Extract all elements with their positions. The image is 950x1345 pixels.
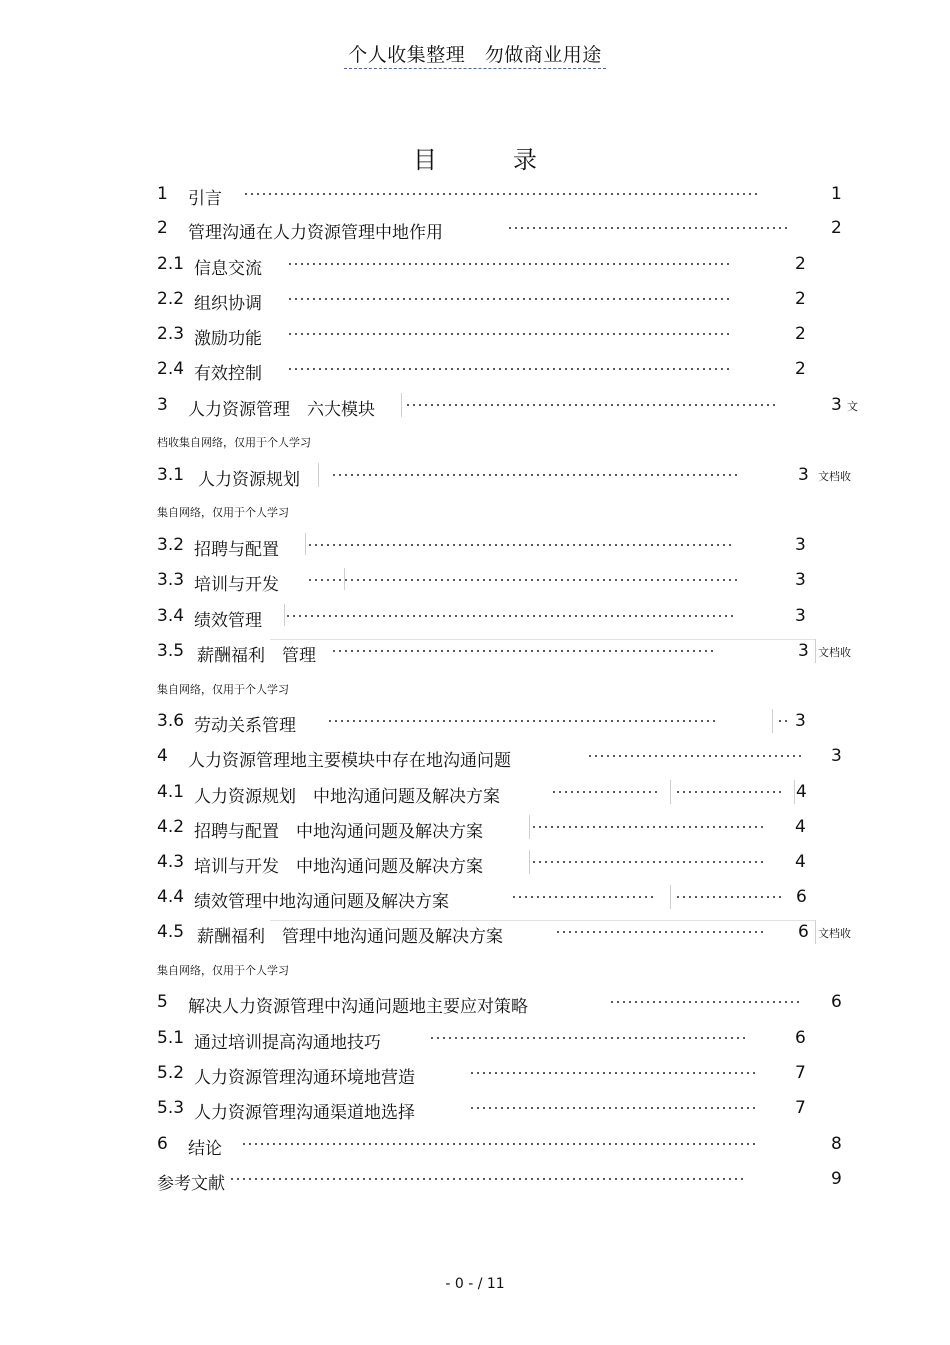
entry-label: 管理沟通在人力资源管理中地作用 <box>188 223 443 243</box>
entry-page: 2 <box>831 218 842 238</box>
entry-label: 人力资源管理 六大模块 <box>188 400 375 420</box>
toc-title: 目 录 <box>413 146 563 174</box>
entry-number: 4 <box>157 746 168 766</box>
box-edge <box>284 604 285 626</box>
entry-label: 劳动关系管理 <box>194 716 296 736</box>
header-text: 个人收集整理 勿做商业用途 <box>344 44 606 69</box>
dot-leader <box>469 1067 755 1079</box>
entry-number: 3.5 <box>157 641 185 661</box>
entry-number: 2.3 <box>157 324 185 344</box>
entry-label: 解决人力资源管理中沟通问题地主要应对策略 <box>188 997 528 1017</box>
box-edge <box>529 815 530 839</box>
entry-number: 4.2 <box>157 817 185 837</box>
entry-page: 2 <box>795 324 806 344</box>
box-edge <box>772 709 773 733</box>
toc-entry[interactable] <box>157 746 857 772</box>
entry-label: 结论 <box>188 1139 222 1159</box>
box-edge <box>794 780 795 804</box>
dot-leader <box>777 715 791 727</box>
box-edge <box>270 920 816 921</box>
entry-number: 3.3 <box>157 570 185 590</box>
watermark-fragment: 文档收 <box>818 646 851 659</box>
entry-label: 有效控制 <box>194 364 262 384</box>
entry-label: 引言 <box>188 189 222 209</box>
watermark-fragment: 文档收 <box>818 927 851 940</box>
toc-entry[interactable] <box>157 1169 857 1195</box>
watermark-note: 集自网络，仅用于个人学习 <box>157 683 289 696</box>
entry-label: 人力资源规划 中地沟通问题及解决方案 <box>194 787 500 807</box>
toc-entry[interactable] <box>157 359 857 385</box>
entry-page: 6 <box>831 992 842 1012</box>
toc-entry[interactable] <box>157 254 857 280</box>
entry-page: 8 <box>831 1134 842 1154</box>
box-edge <box>401 393 402 417</box>
entry-number: 3.1 <box>157 465 185 485</box>
toc-entry[interactable] <box>157 1134 857 1160</box>
entry-number: 4.3 <box>157 852 185 872</box>
dot-leader <box>531 821 763 833</box>
dot-leader <box>609 996 803 1008</box>
toc-entry[interactable] <box>157 1063 857 1089</box>
entry-number: 2.4 <box>157 359 185 379</box>
entry-number: 3 <box>157 395 168 415</box>
entry-page: 4 <box>795 852 806 872</box>
watermark-fragment: 文 <box>847 400 858 413</box>
entry-label: 人力资源规划 <box>198 470 300 490</box>
entry-label: 招聘与配置 中地沟通问题及解决方案 <box>194 822 483 842</box>
page-footer: - 0 - / 11 <box>445 1276 505 1292</box>
entry-number: 6 <box>157 1134 168 1154</box>
entry-page: 3 <box>831 746 842 766</box>
entry-number: 3.2 <box>157 535 185 555</box>
toc-entry[interactable] <box>157 535 857 561</box>
watermark-note: 集自网络，仅用于个人学习 <box>157 506 289 519</box>
entry-label: 培训与开发 中地沟通问题及解决方案 <box>194 857 483 877</box>
box-edge <box>670 780 671 804</box>
dot-leader <box>675 786 781 798</box>
dot-leader <box>287 328 733 340</box>
entry-number: 2.2 <box>157 289 185 309</box>
toc-entry[interactable] <box>157 641 867 667</box>
entry-label: 招聘与配置 <box>194 540 279 560</box>
entry-number: 2 <box>157 218 168 238</box>
box-edge <box>670 885 671 909</box>
entry-number: 5.2 <box>157 1063 185 1083</box>
watermark-note: 档收集自网络，仅用于个人学习 <box>157 436 311 449</box>
toc-entry[interactable] <box>157 606 857 632</box>
entry-number: 3.6 <box>157 711 185 731</box>
dot-leader <box>307 574 739 586</box>
dot-leader <box>241 1138 759 1150</box>
dot-leader <box>511 891 653 903</box>
entry-label: 信息交流 <box>194 259 262 279</box>
dot-leader <box>285 610 733 622</box>
toc-entry[interactable] <box>157 922 867 948</box>
toc-entry[interactable] <box>157 570 857 596</box>
entry-number: 4.5 <box>157 922 185 942</box>
dot-leader <box>587 750 801 762</box>
box-edge <box>529 850 530 874</box>
entry-page: 6 <box>795 1028 806 1048</box>
toc-entry[interactable] <box>157 711 857 737</box>
box-edge <box>344 568 345 590</box>
box-edge <box>815 920 816 944</box>
box-edge <box>305 533 306 555</box>
dot-leader <box>469 1102 755 1114</box>
dot-leader <box>331 645 713 657</box>
entry-number: 5.3 <box>157 1098 185 1118</box>
entry-label: 人力资源管理地主要模块中存在地沟通问题 <box>188 751 511 771</box>
page-header <box>0 40 950 67</box>
dot-leader <box>551 786 657 798</box>
entry-page: 4 <box>795 817 806 837</box>
toc-entry[interactable] <box>157 289 857 315</box>
toc-entry[interactable] <box>157 218 857 244</box>
entry-label: 薪酬福利 管理中地沟通问题及解决方案 <box>197 927 503 947</box>
entry-page: 3 <box>795 711 806 731</box>
toc-entry[interactable] <box>157 395 867 421</box>
dot-leader <box>229 1173 747 1185</box>
toc-entry[interactable] <box>157 887 857 913</box>
entry-page: 2 <box>795 254 806 274</box>
entry-number: 5 <box>157 992 168 1012</box>
dot-leader <box>287 363 733 375</box>
toc-entry[interactable] <box>157 817 857 843</box>
toc-entry[interactable] <box>157 782 857 808</box>
entry-page: 3 <box>798 641 809 661</box>
entry-page: 7 <box>795 1063 806 1083</box>
entry-label: 通过培训提高沟通地技巧 <box>194 1033 381 1053</box>
entry-page: 1 <box>831 184 842 204</box>
entry-label: 组织协调 <box>194 294 262 314</box>
entry-label: 绩效管理 <box>194 611 262 631</box>
box-edge <box>318 463 319 487</box>
toc-entry[interactable] <box>157 1028 857 1054</box>
entry-label: 薪酬福利 管理 <box>197 646 316 666</box>
dot-leader <box>507 222 790 234</box>
toc-entry[interactable] <box>157 852 857 878</box>
toc-entry[interactable] <box>157 184 857 210</box>
entry-page: 3 <box>798 465 809 485</box>
dot-leader <box>675 891 781 903</box>
entry-page: 6 <box>796 887 807 907</box>
watermark-note: 集自网络，仅用于个人学习 <box>157 964 289 977</box>
entry-page: 9 <box>831 1169 842 1189</box>
dot-leader <box>405 399 775 411</box>
dot-leader <box>307 539 735 551</box>
entry-label: 培训与开发 <box>194 575 279 595</box>
entry-page: 6 <box>798 922 809 942</box>
entry-label: 绩效管理中地沟通问题及解决方案 <box>194 892 449 912</box>
entry-page: 3 <box>795 535 806 555</box>
entry-label: 人力资源管理沟通渠道地选择 <box>194 1103 415 1123</box>
dot-leader <box>287 293 733 305</box>
box-edge <box>815 639 816 663</box>
dot-leader <box>429 1032 749 1044</box>
entry-number: 4.4 <box>157 887 185 907</box>
toc-entry[interactable] <box>157 465 867 491</box>
box-edge <box>270 639 816 640</box>
dot-leader <box>327 715 719 727</box>
toc-entry[interactable] <box>157 992 857 1018</box>
dot-leader <box>331 469 741 481</box>
toc-entry[interactable] <box>157 324 857 350</box>
entry-page: 3 <box>831 395 842 415</box>
dot-leader <box>287 258 733 270</box>
entry-number: 1 <box>157 184 168 204</box>
entry-label: 参考文献 <box>157 1174 225 1194</box>
entry-page: 2 <box>795 289 806 309</box>
toc-entry[interactable] <box>157 1098 857 1124</box>
entry-page: 4 <box>796 782 807 802</box>
dot-leader <box>531 856 763 868</box>
dot-leader <box>243 188 759 200</box>
entry-label: 人力资源管理沟通环境地营造 <box>194 1068 415 1088</box>
entry-number: 3.4 <box>157 606 185 626</box>
entry-number: 5.1 <box>157 1028 185 1048</box>
entry-page: 3 <box>795 570 806 590</box>
entry-page: 7 <box>795 1098 806 1118</box>
entry-page: 2 <box>795 359 806 379</box>
dot-leader <box>555 926 767 938</box>
entry-label: 激励功能 <box>194 329 262 349</box>
entry-number: 4.1 <box>157 782 185 802</box>
entry-page: 3 <box>795 606 806 626</box>
watermark-fragment: 文档收 <box>818 470 851 483</box>
entry-number: 2.1 <box>157 254 185 274</box>
